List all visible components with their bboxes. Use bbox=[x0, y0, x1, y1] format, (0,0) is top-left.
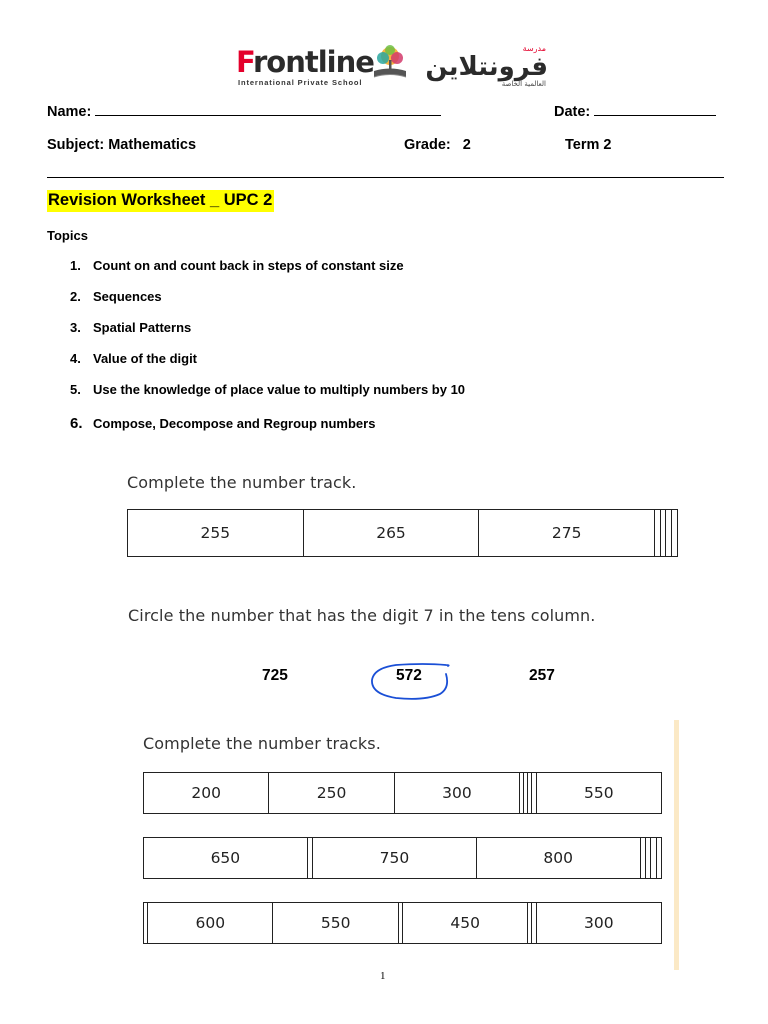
track-cell[interactable]: 550 bbox=[273, 903, 398, 944]
track-cell[interactable]: 800 bbox=[476, 838, 640, 879]
ex1-instruction: Complete the number track. bbox=[127, 473, 357, 492]
tree-book-icon bbox=[370, 44, 410, 84]
number-track-2 bbox=[143, 772, 662, 814]
worksheet-title: Revision Worksheet _ UPC 2 bbox=[47, 190, 274, 212]
name-blank[interactable] bbox=[95, 101, 441, 116]
number-track-4 bbox=[143, 902, 662, 944]
margin-marker bbox=[674, 720, 679, 970]
track-cell[interactable]: 550 bbox=[536, 773, 661, 814]
topic-item: 6. Compose, Decompose and Regroup numbers bbox=[70, 415, 376, 432]
topics-heading: Topics bbox=[47, 228, 88, 243]
track-cell[interactable]: 600 bbox=[148, 903, 273, 944]
track-cell[interactable]: 300 bbox=[394, 773, 519, 814]
date-field bbox=[554, 101, 716, 120]
option-number[interactable]: 725 bbox=[262, 667, 288, 684]
track-cell[interactable]: 275 bbox=[479, 510, 655, 557]
name-label: Name: bbox=[47, 104, 92, 120]
track-cell[interactable] bbox=[672, 510, 678, 557]
grade-value: 2 bbox=[462, 137, 471, 153]
topic-item: 4. Value of the digit bbox=[70, 351, 198, 366]
page-number: 1 bbox=[380, 970, 386, 982]
logo-subtitle: International Private School bbox=[238, 78, 363, 87]
ex3-instruction: Complete the number tracks. bbox=[143, 734, 381, 753]
logo-arabic: مدرسة فرونتلاين العالمية الخاصة bbox=[425, 44, 548, 88]
header-divider bbox=[47, 177, 724, 178]
name-field bbox=[47, 101, 441, 120]
grade-label: Grade: bbox=[404, 137, 451, 153]
track-cell[interactable]: 650 bbox=[144, 838, 308, 879]
term-text: Term 2 bbox=[565, 137, 612, 153]
topic-item: 2. Sequences bbox=[70, 289, 162, 304]
option-number[interactable]: 257 bbox=[529, 667, 555, 684]
date-blank[interactable] bbox=[594, 101, 716, 116]
hand-drawn-circle bbox=[366, 660, 456, 704]
track-cell[interactable]: 450 bbox=[402, 903, 527, 944]
topic-item: 5. Use the knowledge of place value to multiply numbers by 10 bbox=[70, 382, 466, 397]
track-cell[interactable]: 300 bbox=[536, 903, 661, 944]
logo-wordmark: Frontline bbox=[236, 45, 374, 79]
number-track-3 bbox=[143, 837, 662, 879]
date-label: Date: bbox=[554, 104, 591, 120]
track-cell[interactable] bbox=[656, 838, 661, 879]
number-track-1 bbox=[127, 509, 678, 557]
ex2-instruction: Circle the number that has the digit 7 in the tens column. bbox=[128, 606, 596, 625]
track-cell[interactable]: 255 bbox=[128, 510, 304, 557]
option-number-circled[interactable]: 572 bbox=[396, 667, 422, 684]
subject-text: Subject: Mathematics bbox=[47, 137, 197, 153]
topic-item: 3. Spatial Patterns bbox=[70, 320, 192, 335]
track-cell[interactable]: 750 bbox=[313, 838, 477, 879]
grade-field bbox=[404, 137, 471, 153]
track-cell[interactable]: 265 bbox=[303, 510, 479, 557]
track-cell[interactable]: 250 bbox=[269, 773, 394, 814]
topic-item: 1. Count on and count back in steps of constant size bbox=[70, 258, 404, 273]
school-logo bbox=[236, 44, 556, 92]
track-cell[interactable]: 200 bbox=[144, 773, 269, 814]
